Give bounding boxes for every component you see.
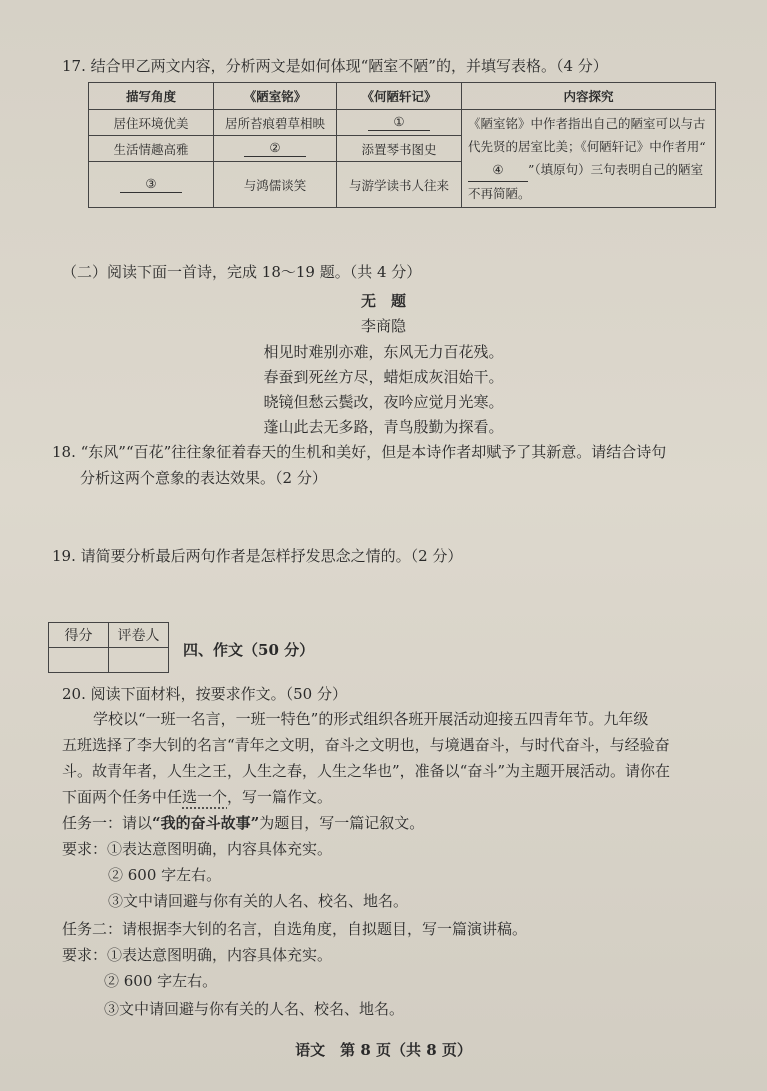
task1-suffix: 为题目，写一篇记叙文。 (259, 814, 425, 832)
task1-prefix: 任务一：请以 (62, 814, 153, 832)
poem-line: 晓镜但愁云鬓改，夜吟应觉月光寒。 (263, 393, 504, 411)
answer-blank-1[interactable]: ① (368, 114, 430, 131)
table-cell: 居所苔痕碧草相映 (214, 110, 337, 136)
q20-para-line: 学校以“一班一名言，一班一特色”的形式组织各班开展活动迎接五四青年节。九年级 (93, 710, 649, 728)
requirement-line (62, 942, 332, 968)
task1 (62, 810, 424, 836)
q19-question: 19. 请简要分析最后两句作者是怎样抒发思念之情的。（2 分） (52, 547, 463, 565)
task2: 任务二：请根据李大钊的名言，自选角度，自拟题目，写一篇演讲稿。 (62, 920, 528, 938)
q17-table (88, 82, 716, 208)
poem-line: 相见时难别亦难，东风无力百花残。 (263, 343, 504, 361)
req-label: 要求： (62, 840, 108, 858)
task1-title: “我的奋斗故事” (152, 814, 260, 832)
poem-line: 春蚕到死丝方尽，蜡炬成灰泪始干。 (263, 368, 504, 386)
q17-question: 17. 结合甲乙两文内容，分析两文是如何体现“陋室不陋”的，并填写表格。（4 分） (62, 57, 608, 75)
table-row (89, 110, 716, 136)
q20-intro: 20. 阅读下面材料，按要求作文。（50 分） (62, 685, 347, 703)
req-label: 要求： (62, 946, 108, 964)
requirement-line: ② 600 字左右。 (108, 866, 222, 884)
answer-blank-3[interactable]: ③ (120, 176, 182, 193)
table-cell: 与游学读书人往来 (337, 162, 462, 208)
q20-para-text: 下面两个任务中任 (62, 788, 183, 806)
answer-blank-2[interactable]: ② (244, 140, 306, 157)
q20-para-text: ，写一篇作文。 (227, 788, 333, 806)
req-text: ①表达意图明确，内容具体充实。 (107, 946, 333, 964)
explore-text-part1: 《陋室铭》中作者指出自己的陋室可以与古代先贤的居室比美；《何陋轩记》中作者用“ (468, 116, 706, 154)
table-cell: 与鸿儒谈笑 (214, 162, 337, 208)
poem-author: 李商隐 (360, 317, 406, 335)
table-header: 《陋室铭》 (214, 83, 337, 110)
q18-line2: 分析这两个意象的表达效果。（2 分） (80, 469, 327, 487)
page-footer: 语文 第 8 页（共 8 页） (295, 1041, 472, 1059)
req-text: ①表达意图明确，内容具体充实。 (107, 840, 333, 858)
score-box (48, 622, 169, 673)
table-cell: 居住环境优美 (89, 110, 214, 136)
poem-line: 蓬山此去无多路，青鸟殷勤为探看。 (263, 418, 504, 436)
table-cell (214, 136, 337, 162)
q18-line1: 18. “东风”“百花”往往象征着春天的生机和美好，但是本诗作者却赋予了其新意。请结合诗句 (52, 443, 667, 461)
score-input[interactable] (49, 648, 109, 673)
table-header: 描写角度 (89, 83, 214, 110)
section2-heading: （二）阅读下面一首诗，完成 18～19 题。（共 4 分） (62, 263, 422, 281)
q20-para-line: 斗。故青年者，人生之王，人生之春，人生之华也”，准备以“奋斗”为主题开展活动。请你在 (62, 762, 671, 780)
q20-para-line (62, 784, 332, 810)
emphasis-text: 选一个 (182, 788, 228, 806)
table-header: 《何陋轩记》 (337, 83, 462, 110)
answer-blank-4[interactable]: ④ (468, 158, 528, 182)
explore-text-part2: ”（填原句）三句表明自己的陋室不再简陋。 (468, 162, 704, 201)
table-cell: 添置琴书图史 (337, 136, 462, 162)
grader-input[interactable] (109, 648, 169, 673)
table-cell (337, 110, 462, 136)
requirement-line: ② 600 字左右。 (104, 972, 218, 990)
section4-heading: 四、作文（50 分） (183, 641, 315, 659)
requirement-line: ③文中请回避与你有关的人名、校名、地名。 (104, 1000, 405, 1018)
table-cell (89, 162, 214, 208)
requirement-line (62, 836, 332, 862)
explore-cell (462, 110, 716, 208)
requirement-line: ③文中请回避与你有关的人名、校名、地名。 (108, 892, 409, 910)
q20-para-line: 五班选择了李大钊的名言“青年之文明，奋斗之文明也，与境遇奋斗，与时代奋斗，与经验奋 (62, 736, 670, 754)
score-label: 得分 (49, 623, 109, 648)
table-header: 内容探究 (462, 83, 716, 110)
grader-label: 评卷人 (109, 623, 169, 648)
poem-title: 无 题 (360, 292, 406, 310)
table-cell: 生活情趣高雅 (89, 136, 214, 162)
